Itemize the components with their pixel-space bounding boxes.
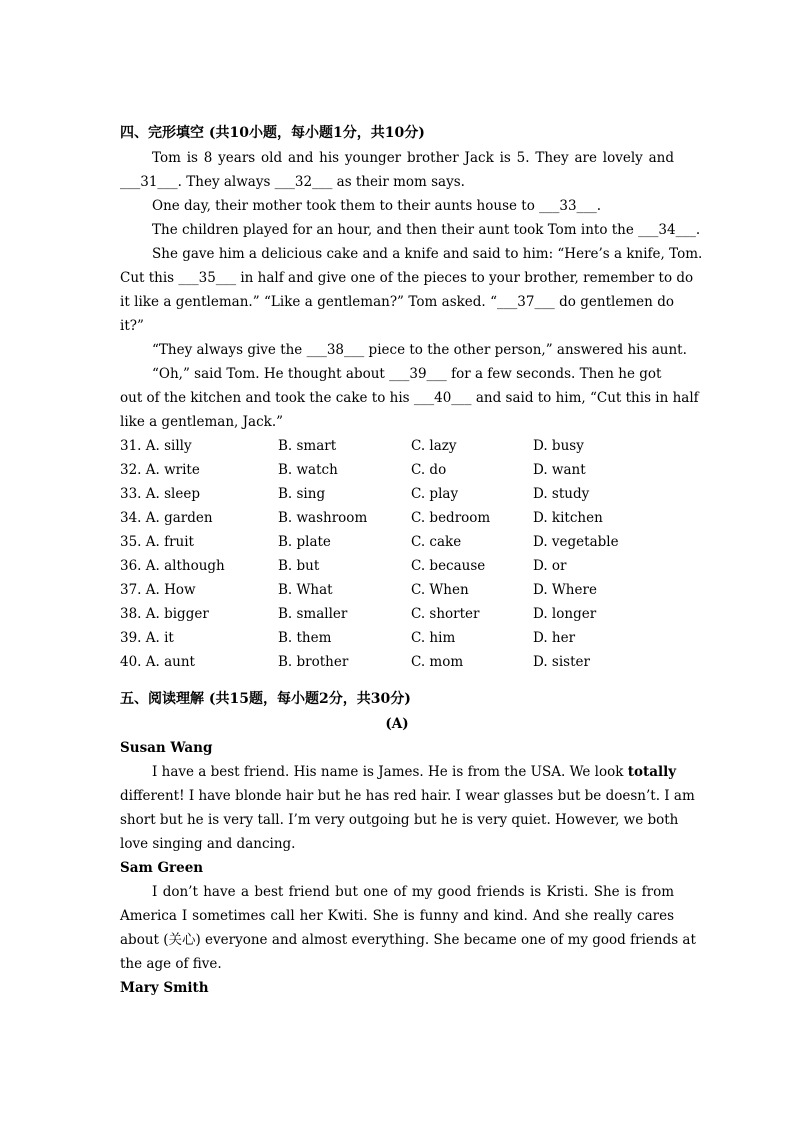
option-row <box>120 650 674 674</box>
option-row <box>120 530 674 554</box>
passage-text: I have a best friend. His name is James. He is from the USA. We look <box>152 764 624 780</box>
option-row <box>120 434 674 458</box>
option-row <box>120 602 674 626</box>
option-a: 32. A. write <box>120 462 200 478</box>
option-row <box>120 626 674 650</box>
option-row <box>120 506 674 530</box>
document-page <box>120 120 703 1000</box>
passage-line: I don’t have a best friend but one of my good friends is Kristi. She is from <box>152 884 674 900</box>
speaker-name: Susan Wang <box>120 740 213 756</box>
option-a: 33. A. sleep <box>120 486 200 502</box>
option-row <box>120 458 674 482</box>
option-d: D. Where <box>533 582 597 598</box>
option-d: D. vegetable <box>533 534 619 550</box>
option-d: D. or <box>533 558 567 574</box>
passage-line: like a gentleman, Jack.” <box>120 414 284 430</box>
option-row <box>120 554 674 578</box>
options-list <box>120 434 674 674</box>
option-d: D. sister <box>533 654 590 670</box>
passage-line: the age of five. <box>120 956 222 972</box>
option-d: D. want <box>533 462 586 478</box>
passage-line: Cut this ___35___ in half and give one of the pieces to your brother, remember to do <box>120 270 694 286</box>
passage-line: America I sometimes call her Kwiti. She is funny and kind. And she really cares <box>120 908 674 924</box>
option-d: D. study <box>533 486 590 502</box>
option-row <box>120 482 674 506</box>
option-b: B. smaller <box>278 606 348 622</box>
passage-line: Tom is 8 years old and his younger brother Jack is 5. They are lovely and <box>152 150 674 166</box>
option-c: C. do <box>411 462 447 478</box>
option-b: B. plate <box>278 534 331 550</box>
option-b: B. them <box>278 630 332 646</box>
passage-line: “Oh,” said Tom. He thought about ___39___ for a few seconds. Then he got <box>152 366 662 382</box>
speaker-name: Sam Green <box>120 860 204 876</box>
passage-line: different! I have blonde hair but he has red hair. I wear glasses but be doesn’t. I am <box>120 788 695 804</box>
option-a: 39. A. it <box>120 630 174 646</box>
option-a: 40. A. aunt <box>120 654 195 670</box>
option-c: C. When <box>411 582 469 598</box>
section5-title: 五、阅读理解 (共15题，每小题2分，共30分) <box>120 691 411 707</box>
option-d: D. kitchen <box>533 510 603 526</box>
emphasis-word: totally <box>627 764 677 780</box>
option-a: 36. A. although <box>120 558 225 574</box>
option-a: 38. A. bigger <box>120 606 209 622</box>
option-a: 31. A. silly <box>120 438 192 454</box>
option-a: 35. A. fruit <box>120 534 194 550</box>
passage-line: The children played for an hour, and then their aunt took Tom into the ___34___. <box>152 222 701 238</box>
passage-line: it?” <box>120 318 144 334</box>
passage-line: it like a gentleman.” “Like a gentleman?” Tom asked. “___37___ do gentlemen do <box>120 294 674 310</box>
passage-line: about (关心) everyone and almost everything. She became one of my good friends at <box>120 932 696 948</box>
option-b: B. brother <box>278 654 349 670</box>
passage-line: love singing and dancing. <box>120 836 296 852</box>
option-c: C. because <box>411 558 486 574</box>
passage-line: short but he is very tall. I’m very outgoing but he is very quiet. However, we both <box>120 812 679 828</box>
part-label: (A) <box>385 716 409 732</box>
option-d: D. her <box>533 630 576 646</box>
passage-line <box>120 760 677 784</box>
option-b: B. washroom <box>278 510 368 526</box>
option-a: 34. A. garden <box>120 510 213 526</box>
option-b: B. What <box>278 582 333 598</box>
option-c: C. shorter <box>411 606 480 622</box>
option-b: B. sing <box>278 486 326 502</box>
option-c: C. play <box>411 486 459 502</box>
option-row <box>120 578 674 602</box>
passage-line: “They always give the ___38___ piece to the other person,” answered his aunt. <box>152 342 687 358</box>
passage-line: She gave him a delicious cake and a knife and said to him: “Here’s a knife, Tom. <box>152 246 703 262</box>
passage-line: out of the kitchen and took the cake to his ___40___ and said to him, “Cut this in half <box>120 390 699 406</box>
option-a: 37. A. How <box>120 582 196 598</box>
option-c: C. cake <box>411 534 462 550</box>
option-d: D. longer <box>533 606 597 622</box>
section4-title: 四、完形填空 (共10小题，每小题1分，共10分) <box>120 125 425 141</box>
passage-line: ___31___. They always ___32___ as their mom says. <box>120 174 465 190</box>
option-c: C. bedroom <box>411 510 491 526</box>
option-c: C. him <box>411 630 456 646</box>
option-d: D. busy <box>533 438 584 454</box>
speaker-name: Mary Smith <box>120 980 209 996</box>
spacer <box>120 674 674 686</box>
option-b: B. watch <box>278 462 338 478</box>
passage-line: One day, their mother took them to their aunts house to ___33___. <box>152 198 602 214</box>
option-b: B. smart <box>278 438 337 454</box>
option-c: C. lazy <box>411 438 457 454</box>
option-b: B. but <box>278 558 320 574</box>
option-c: C. mom <box>411 654 464 670</box>
